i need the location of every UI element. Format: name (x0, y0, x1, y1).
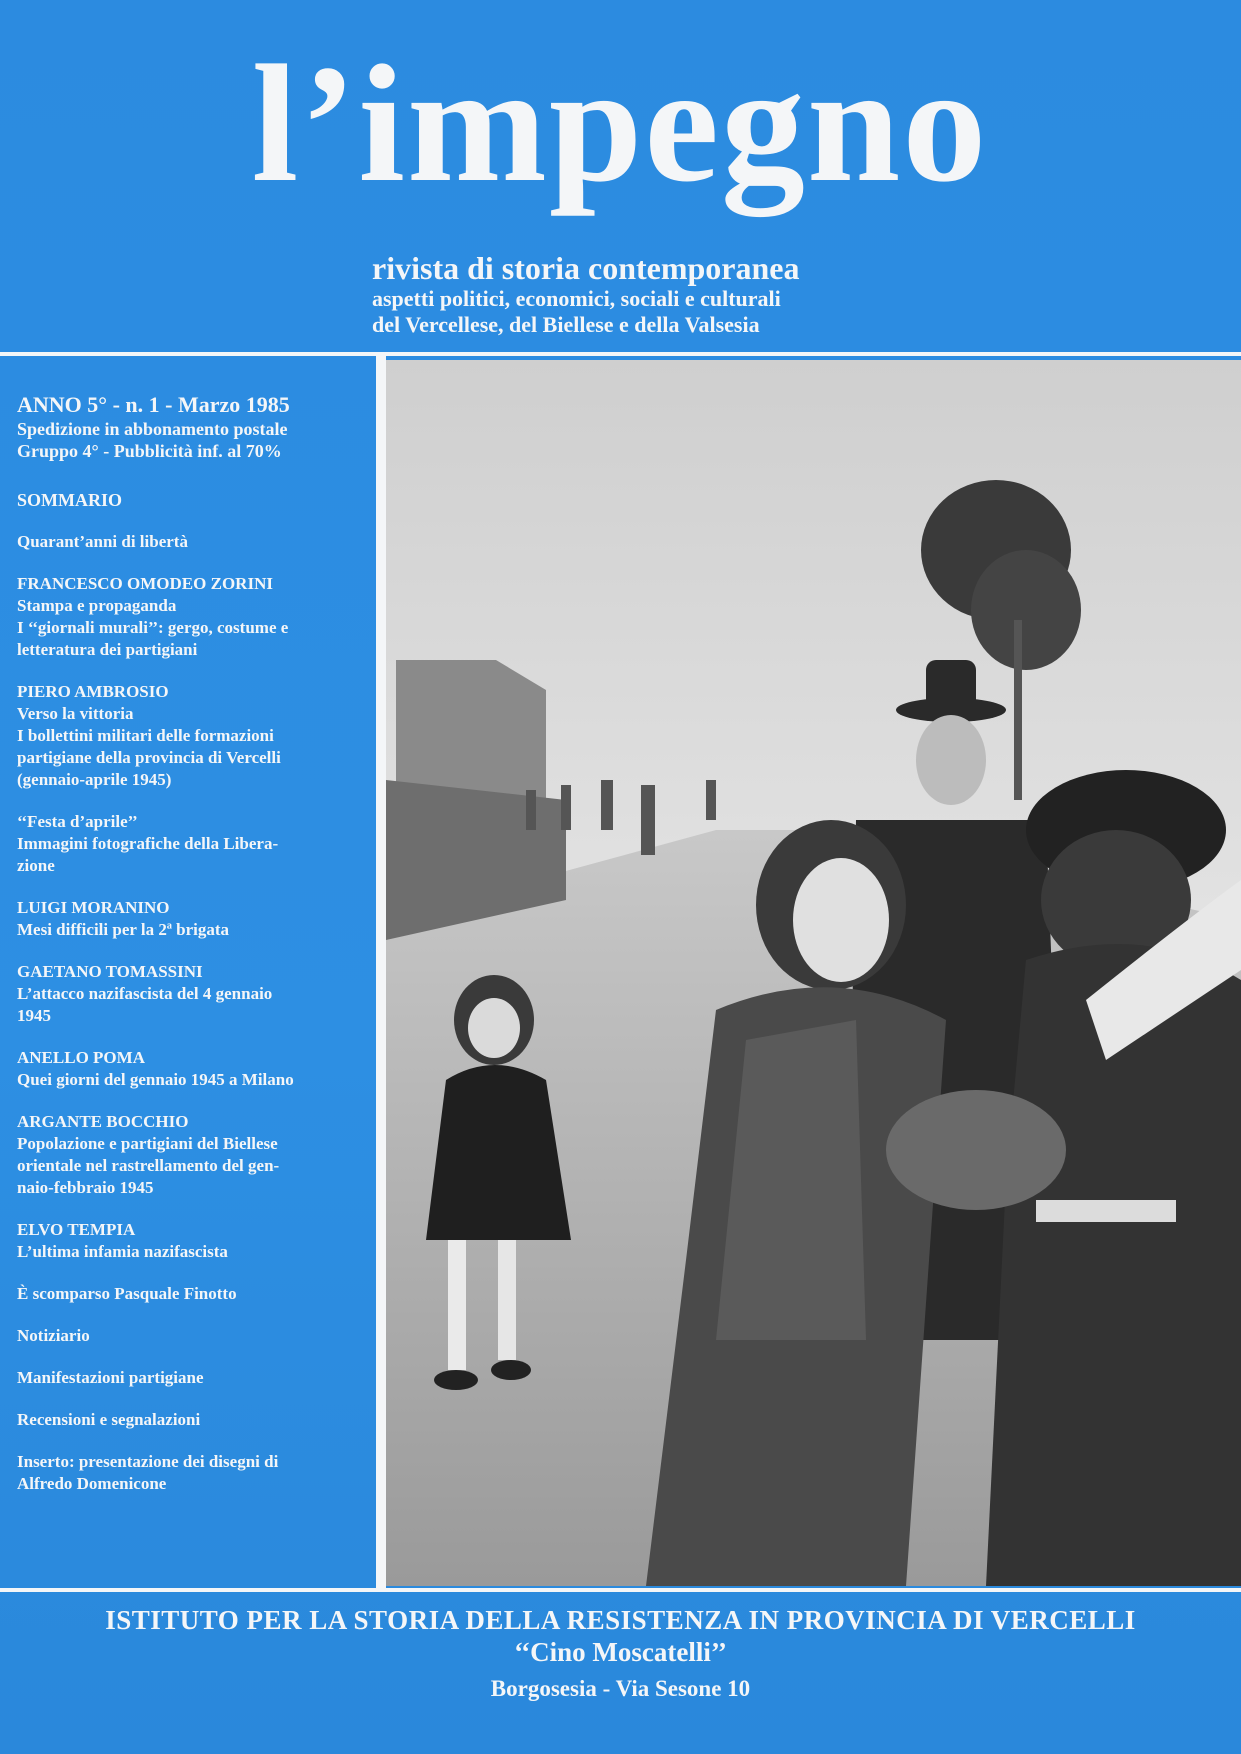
toc-author: ELVO TEMPIA (17, 1220, 136, 1239)
toc-heading: SOMMARIO (17, 490, 122, 510)
toc-line: Mesi difficili per la 2ª brigata (17, 920, 230, 939)
subtitle-line-3: del Vercellese, del Biellese e della Valsesia (372, 312, 760, 337)
institute-address: Borgosesia - Via Sesone 10 (490, 1676, 751, 1701)
toc-line: Manifestazioni partigiane (17, 1368, 204, 1387)
toc-entry (17, 1451, 362, 1495)
top-divider (0, 352, 1241, 356)
institute-dedication: ‘‘Cino Moscatelli’’ (514, 1637, 727, 1667)
toc-entry (17, 681, 362, 791)
toc-line: ‘‘Festa d’aprile’’ (17, 812, 138, 831)
toc-author: ANELLO POMA (17, 1048, 145, 1067)
toc-entry (17, 811, 362, 877)
toc-line: I ‘‘giornali murali’’: gergo, costume e (17, 618, 289, 637)
magazine-subtitle (372, 250, 892, 338)
toc-entry (17, 1367, 362, 1389)
toc-entry (17, 1325, 362, 1347)
toc-line: L’attacco nazifascista del 4 gennaio (17, 984, 273, 1003)
toc-entry (17, 1111, 362, 1199)
bottom-divider (0, 1588, 1241, 1592)
liberation-photo-illustration (386, 360, 1241, 1586)
toc-entry (17, 1409, 362, 1431)
toc-line: È scomparso Pasquale Finotto (17, 1284, 237, 1303)
toc-entry (17, 1219, 362, 1263)
subtitle-line-1: rivista di storia contemporanea (372, 250, 800, 286)
issue-line: ANNO 5° - n. 1 - Marzo 1985 (17, 392, 290, 417)
table-of-contents (17, 531, 362, 1495)
toc-line: (gennaio-aprile 1945) (17, 770, 172, 789)
toc-line: Stampa e propaganda (17, 596, 177, 615)
toc-author: PIERO AMBROSIO (17, 682, 169, 701)
toc-line: Quarant’anni di libertà (17, 532, 188, 551)
toc-line: L’ultima infamia nazifascista (17, 1242, 228, 1261)
toc-line: I bollettini militari delle formazioni (17, 726, 274, 745)
toc-author: ARGANTE BOCCHIO (17, 1112, 189, 1131)
subtitle-line-2: aspetti politici, economici, sociali e culturali (372, 286, 781, 311)
toc-line: zione (17, 856, 55, 875)
toc-entry (17, 897, 362, 941)
toc-author: LUIGI MORANINO (17, 898, 170, 917)
footer (0, 1604, 1241, 1704)
toc-line: Recensioni e segnalazioni (17, 1410, 201, 1429)
vertical-divider (376, 356, 386, 1590)
magazine-title: l’impegno (251, 31, 989, 217)
institute-name: ISTITUTO PER LA STORIA DELLA RESISTENZA IN PROVINCIA DI VERCELLI (105, 1605, 1136, 1635)
group-line: Gruppo 4° - Pubblicità inf. al 70% (17, 441, 282, 461)
toc-entry (17, 1283, 362, 1305)
toc-entry (17, 961, 362, 1027)
toc-entry (17, 531, 362, 553)
toc-line: letteratura dei partigiani (17, 640, 198, 659)
toc-line: Notiziario (17, 1326, 90, 1345)
sidebar (17, 392, 362, 1495)
toc-line: Quei giorni del gennaio 1945 a Milano (17, 1070, 294, 1089)
toc-author: FRANCESCO OMODEO ZORINI (17, 574, 273, 593)
toc-line: partigiane della provincia di Vercelli (17, 748, 281, 767)
toc-line: Immagini fotografiche della Libera- (17, 834, 279, 853)
toc-author: GAETANO TOMASSINI (17, 962, 203, 981)
toc-line: Verso la vittoria (17, 704, 134, 723)
toc-entry (17, 573, 362, 661)
toc-line: Alfredo Domenicone (17, 1474, 167, 1493)
toc-line: Popolazione e partigiani del Biellese (17, 1134, 278, 1153)
toc-line: naio-febbraio 1945 (17, 1178, 154, 1197)
cover-photo (386, 360, 1241, 1586)
toc-line: 1945 (17, 1006, 51, 1025)
toc-entry (17, 1047, 362, 1091)
toc-line: Inserto: presentazione dei disegni di (17, 1452, 279, 1471)
postal-line: Spedizione in abbonamento postale (17, 419, 288, 439)
toc-line: orientale nel rastrellamento del gen- (17, 1156, 280, 1175)
